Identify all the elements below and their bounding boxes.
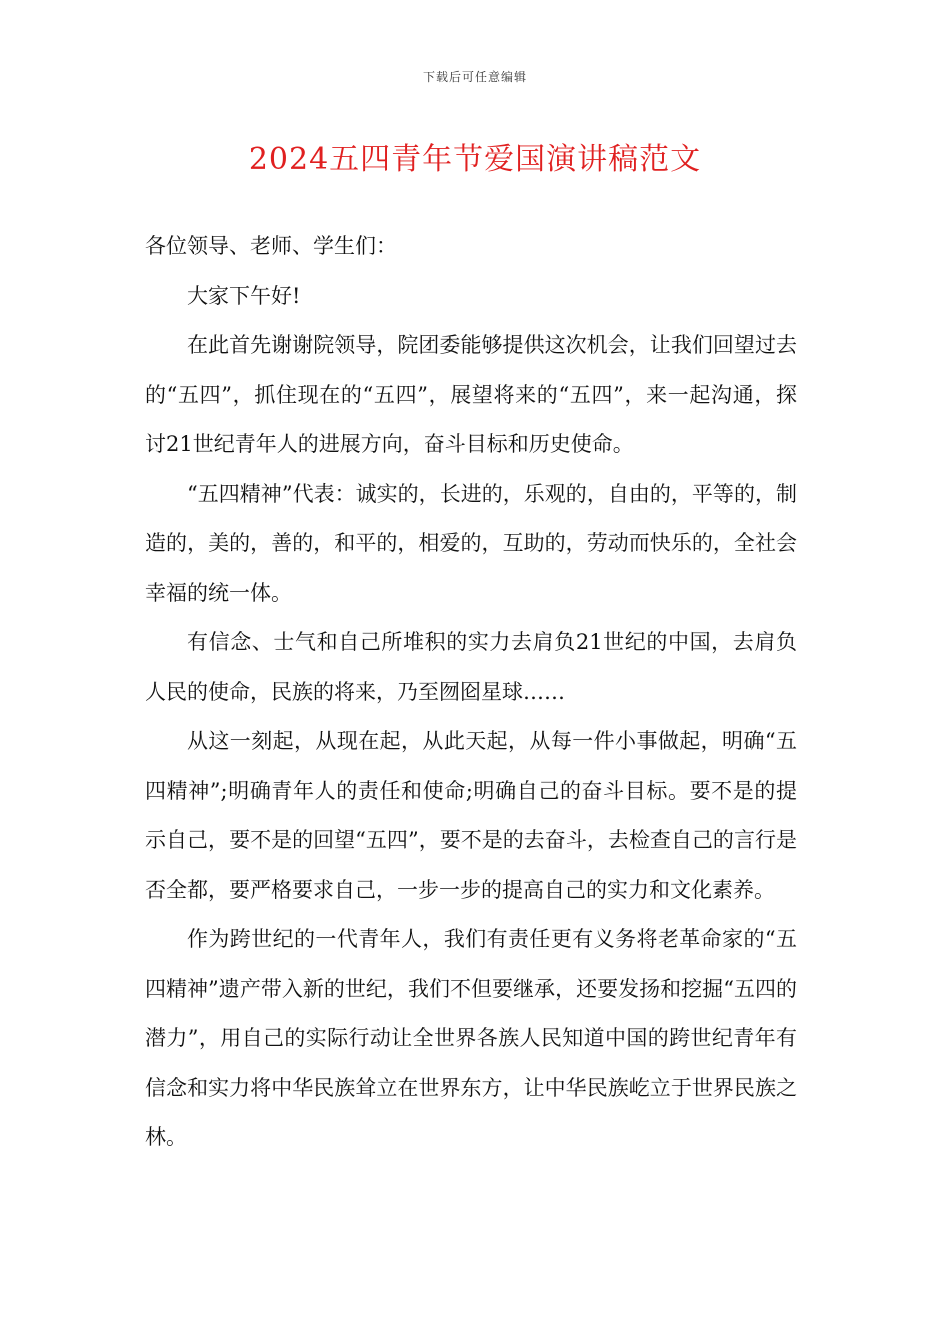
document-title: 2024五四青年节爱国演讲稿范文 — [248, 142, 702, 177]
salutation: 各位领导、老师、学生们： — [145, 234, 397, 258]
paragraph-2: “五四精神”代表：诚实的，长进的，乐观的，自由的，平等的，制造的，美的，善的，和平的，相爱的，互助的，劳动而快乐的，全社会幸福的统一体。 — [145, 481, 797, 605]
paragraph-5: 作为跨世纪的一代青年人，我们有责任更有义务将老革命家的“五四精神”遗产带入新的世纪，我们不但要继承，还要发扬和挖掘“五四的潜力”，用自己的实际行动让全世界各族人民知道中国的跨世纪青年有信念和实力将中华民族耸立在世界东方，让中华民族屹立于世界民族之林。 — [145, 927, 797, 1149]
greeting: 大家下午好! — [187, 283, 301, 308]
paragraph-4: 从这一刻起，从现在起，从此天起，从每一件小事做起，明确“五四精神”;明确青年人的责任和使命;明确自己的奋斗目标。要不是的提示自己，要不是的回望“五四”，要不是的去奋斗，去检查自己的言行是否全都，要严格要求自己，一步一步的提高自己的实力和文化素养。 — [145, 729, 797, 902]
header-note: 下载后可任意编辑 — [422, 70, 527, 84]
paragraph-1: 在此首先谢谢院领导，院团委能够提供这次机会，让我们回望过去的“五四”，抓住现在的“五四”，展望将来的“五四”，来一起沟通，探讨21世纪青年人的进展方向，奋斗目标和历史使命。 — [145, 333, 797, 456]
document-body — [145, 222, 797, 1163]
paragraph-3: 有信念、士气和自己所堆积的实力去肩负21世纪的中国，去肩负人民的使命，民族的将来，乃至囫囵星球…… — [145, 630, 797, 704]
